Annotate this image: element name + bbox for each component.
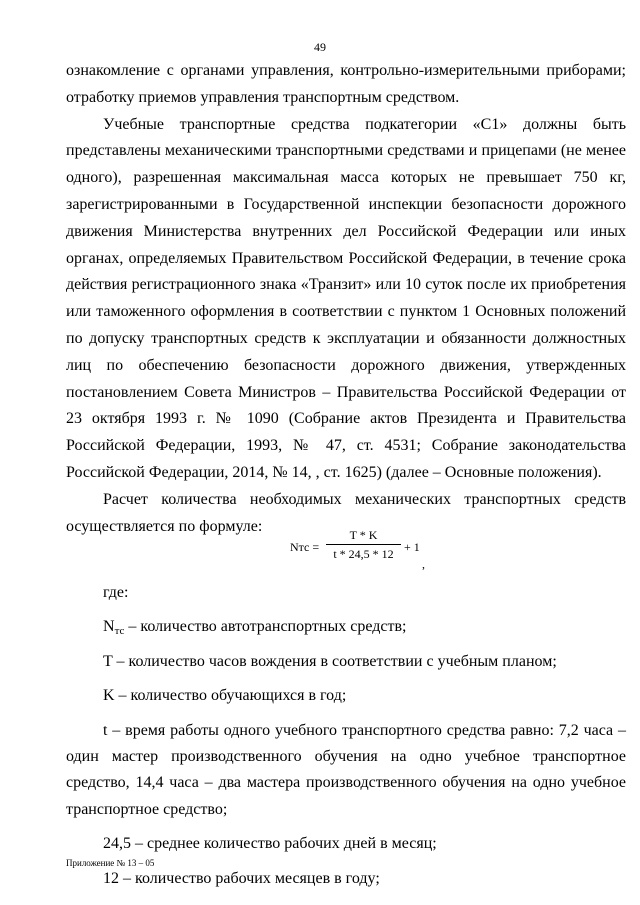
formula-denominator: t * 24,5 * 12 [333, 547, 394, 561]
definitions-list [66, 580, 626, 892]
formula-lhs: Nтс = [290, 540, 320, 554]
formula-numerator: T * K [349, 528, 378, 542]
paragraph-vehicles: Учебные транспортные средства подкатегории «С1» должны быть представлены механическими транспортными средствами и прицепами (не менее одного), разрешенная максимальная масса которых не превышает 750 кг, зарегистрированными в Государственной инспекции безопасности дорожного движения Министерства внутренних дел Российской Федерации или иных органах, определяемых Правительством Российской Федерации, в течение срока действия регистрационного знака «Транзит» или 10 суток после их приобретения или таможенного оформления в соответствии с пунктом 1 Основных положений по допуску транспортных средств к эксплуатации и обязанности должностных лиц по обеспечению безопасности дорожного движения, утвержденных постановлением Совета Министров – Правительства Российской Федерации от 23 октября 1993 г. № 1090 (Собрание актов Президента и Правительства Российской Федерации, 1993, № 47, ст. 4531; Собрание законодательства Российской Федерации, 2014, № 14, , ст. 1625) (далее – Основные положения). [66, 115, 626, 481]
formula-plus-one: + 1 [404, 540, 420, 554]
body-text [66, 58, 626, 540]
page-number: 49 [314, 40, 326, 54]
definition-symbol: N [103, 618, 115, 636]
footer-appendix-label: Приложение № 13 – 05 [66, 858, 155, 868]
definition-item: T – количество часов вождения в соответствии с учебным планом; [103, 652, 557, 670]
paragraph-calculation: Расчет количества необходимых механических транспортных средств осуществляется по формуле: [66, 490, 626, 535]
definition-item [66, 614, 626, 640]
definition-item: 24,5 – среднее количество рабочих дней в месяц; [103, 835, 437, 853]
definition-item: 12 – количество рабочих месяцев в году; [103, 869, 380, 887]
paragraph-continuation: ознакомление с органами управления, контрольно-измерительными приборами; отработку приемов управления транспортным средством. [66, 62, 626, 106]
formula-fraction [326, 529, 401, 560]
definition-item: t – время работы одного учебного транспортного средства равно: 7,2 часа – один мастер производственного обучения на одно учебное транспортное средство, 14,4 часа – два мастера производственного обучения на одно учебное транспортное средство; [66, 721, 626, 818]
formula [290, 527, 450, 575]
definition-item: K – количество обучающихся в год; [103, 687, 347, 705]
definition-subscript: тс [114, 625, 125, 638]
definition-text: – количество автотранспортных средств; [124, 618, 407, 636]
formula-comma: , [422, 557, 425, 571]
where-label: где: [103, 584, 129, 601]
